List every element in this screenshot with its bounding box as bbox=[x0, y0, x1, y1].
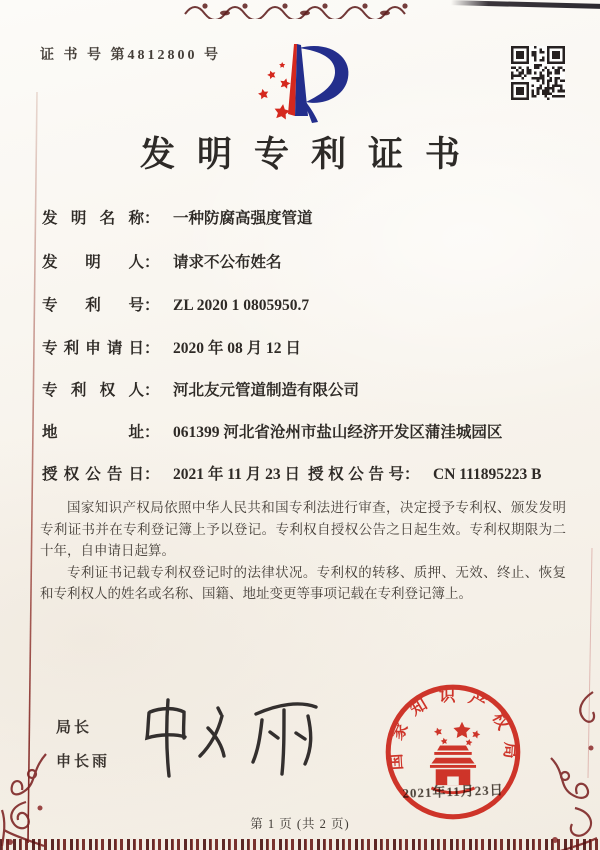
director-title: 局长 bbox=[56, 720, 93, 736]
field-row-patentee bbox=[42, 378, 359, 400]
field-label: 授权公告号 bbox=[308, 466, 404, 483]
field-value: 河北友元管道制造有限公司 bbox=[173, 382, 360, 399]
field-label: 发明名称 bbox=[42, 210, 144, 227]
field-value: 061399 河北省沧州市盐山经济开发区蒲洼城园区 bbox=[173, 424, 503, 441]
ornate-corner-bottom-right-icon bbox=[543, 688, 600, 850]
field-row-address bbox=[42, 420, 502, 442]
qr-code bbox=[511, 46, 565, 100]
seal-date: 2021年11月23日 bbox=[402, 782, 504, 801]
field-row-grant-date bbox=[42, 462, 300, 484]
field-colon: ： bbox=[144, 340, 160, 357]
director-name: 申长雨 bbox=[56, 754, 111, 770]
field-label: 授权公告日 bbox=[42, 466, 144, 483]
field-colon: ： bbox=[144, 210, 160, 227]
field-label: 专利权人 bbox=[42, 382, 144, 399]
field-value: 2021 年 11 月 23 日 bbox=[173, 466, 301, 483]
field-colon: ： bbox=[144, 382, 160, 399]
certificate-title: 发明专利证书 bbox=[139, 135, 482, 174]
ornate-border-bottom bbox=[0, 839, 600, 850]
field-label: 专利申请日 bbox=[42, 340, 144, 357]
field-value: 一种防腐高强度管道 bbox=[173, 210, 313, 227]
seal-agency-text: 国家知识产权局 bbox=[385, 686, 521, 771]
field-value: ZL 2020 1 0805950.7 bbox=[173, 297, 310, 314]
ornate-corner-bottom-left-icon bbox=[0, 752, 50, 850]
field-value: CN 111895223 B bbox=[433, 466, 542, 483]
field-colon: ： bbox=[144, 466, 160, 483]
official-seal-icon bbox=[381, 680, 525, 824]
cnipa-logo-icon bbox=[246, 38, 358, 128]
certificate-number: 证 书 号 第4812800 号 bbox=[40, 48, 221, 63]
signature-handwriting-icon bbox=[138, 686, 340, 784]
legal-paragraph-2: 专利证书记载专利权登记时的法律状况。专利权的转移、质押、无效、终止、恢复和专利权人的姓名或名称、国籍、地址变更等事项记载在专利登记簿上。 bbox=[40, 564, 566, 601]
field-label: 地址 bbox=[42, 424, 144, 441]
field-value: 2020 年 08 月 12 日 bbox=[173, 340, 301, 357]
legal-text bbox=[40, 497, 566, 605]
field-colon: ： bbox=[144, 254, 160, 271]
field-row-invention-name bbox=[42, 206, 313, 228]
field-label: 发明人 bbox=[42, 254, 144, 271]
field-row-grant-number bbox=[308, 462, 542, 484]
field-row-filing-date bbox=[42, 336, 301, 358]
field-colon: ： bbox=[404, 466, 420, 483]
photo-edge-bar bbox=[451, 0, 600, 9]
ornate-border-top-icon bbox=[183, 0, 427, 19]
field-colon: ： bbox=[144, 424, 160, 441]
field-row-patent-number bbox=[42, 293, 309, 315]
field-label: 专利号 bbox=[42, 297, 144, 314]
page-number: 第 1 页 (共 2 页) bbox=[250, 817, 350, 831]
field-row-inventor bbox=[42, 250, 282, 272]
field-colon: ： bbox=[144, 297, 160, 314]
legal-paragraph-1: 国家知识产权局依照中华人民共和国专利法进行审查，决定授予专利权、颁发发明专利证书并在专利登记簿上予以登记。专利权自授权公告之日起生效。专利权期限为二十年，自申请日起算。 bbox=[40, 500, 566, 558]
field-value: 请求不公布姓名 bbox=[173, 254, 282, 271]
